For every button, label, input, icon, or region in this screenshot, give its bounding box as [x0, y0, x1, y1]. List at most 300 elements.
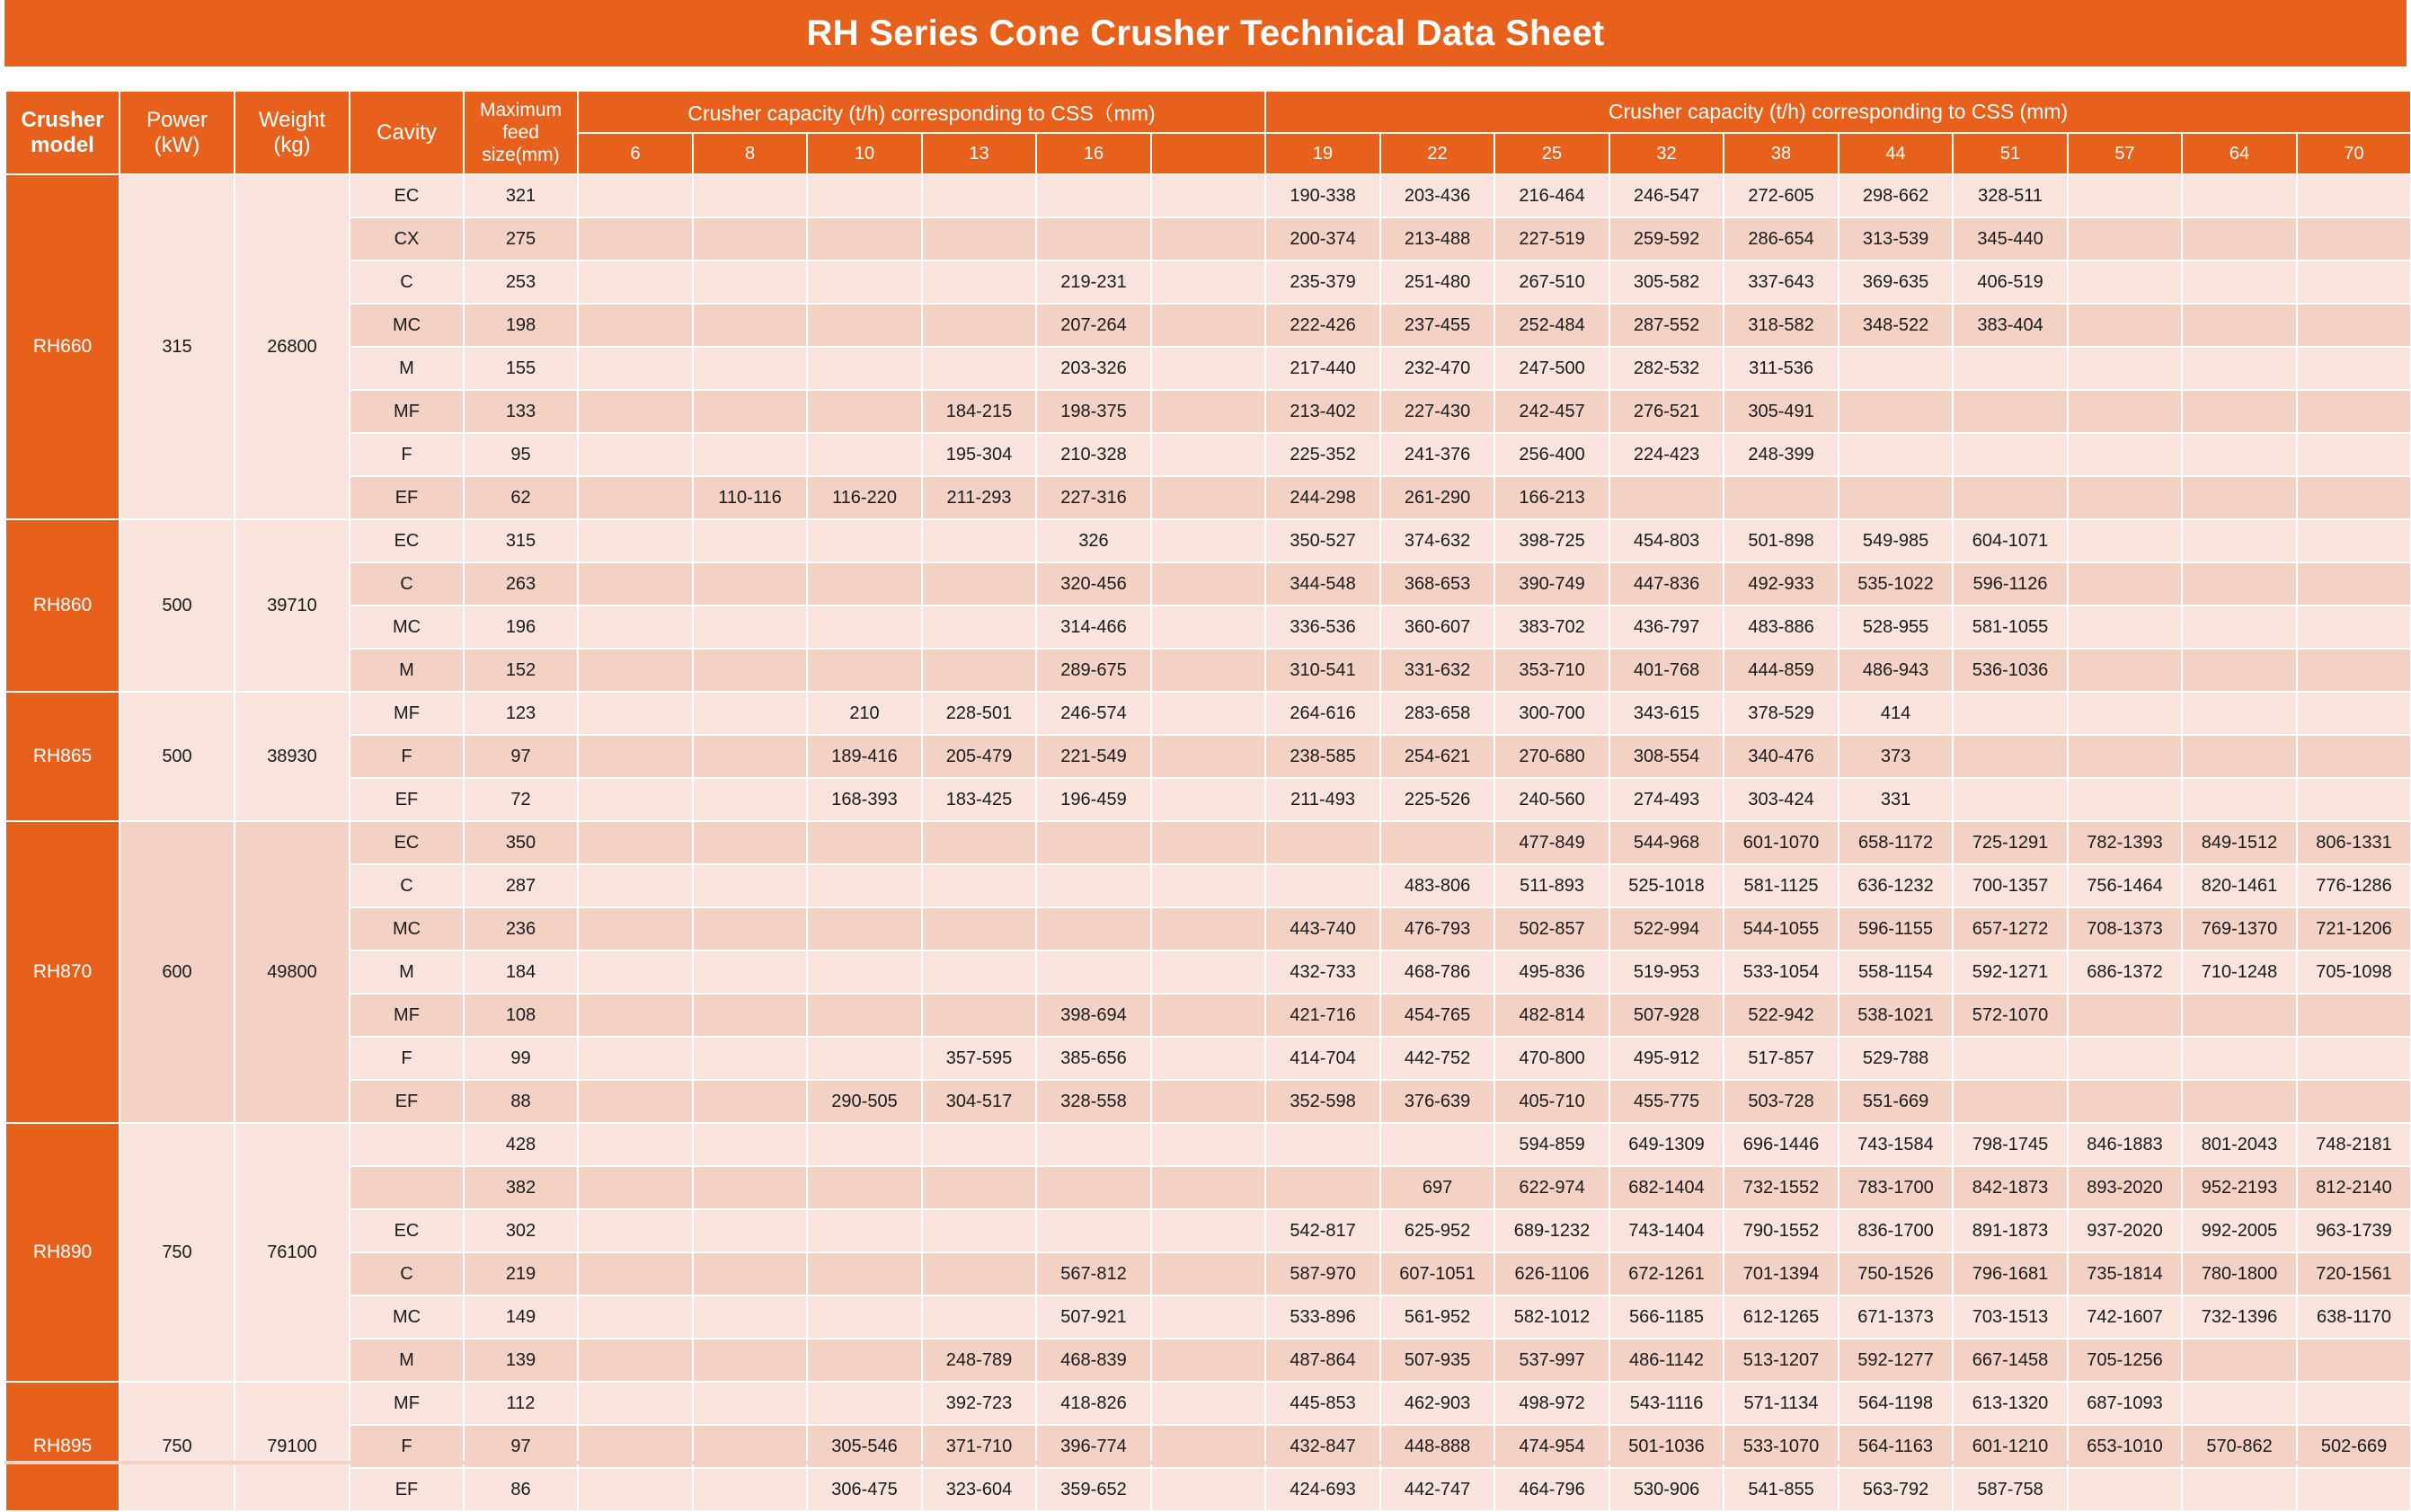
capacity-cell: [1036, 174, 1151, 217]
capacity-cell: 483-886: [1724, 606, 1839, 649]
capacity-cell: 842-1873: [1953, 1166, 2068, 1209]
capacity-cell: 454-803: [1609, 519, 1724, 562]
capacity-cell: [2297, 1382, 2411, 1425]
capacity-cell: 783-1700: [1839, 1166, 1953, 1209]
capacity-cell: 414: [1839, 692, 1953, 735]
capacity-cell: [1953, 1037, 2068, 1080]
capacity-cell: [922, 1123, 1036, 1166]
page-title: RH Series Cone Crusher Technical Data Sheet: [4, 0, 2407, 66]
feed-size-cell: 198: [464, 304, 578, 347]
capacity-cell: 345-440: [1953, 217, 2068, 261]
capacity-cell: 607-1051: [1380, 1252, 1494, 1295]
capacity-cell: 798-1745: [1953, 1123, 2068, 1166]
feed-size-cell: 72: [464, 778, 578, 821]
cavity-cell: MF: [350, 390, 464, 433]
capacity-cell: 373: [1839, 735, 1953, 778]
capacity-cell: [807, 304, 922, 347]
capacity-cell: [1265, 821, 1380, 864]
table-row: [5, 1382, 2411, 1425]
capacity-cell: 743-1584: [1839, 1123, 1953, 1166]
capacity-cell: [578, 1080, 693, 1123]
cavity-cell: F: [350, 735, 464, 778]
feed-size-cell: 321: [464, 174, 578, 217]
capacity-cell: [807, 174, 922, 217]
capacity-cell: 564-1163: [1839, 1425, 1953, 1468]
model-weight: 79100: [235, 1382, 350, 1511]
table-row: [5, 476, 2411, 519]
capacity-cell: 398-725: [1494, 519, 1609, 562]
capacity-cell: 227-430: [1380, 390, 1494, 433]
capacity-cell: [578, 649, 693, 692]
capacity-cell: 241-376: [1380, 433, 1494, 476]
capacity-cell: 732-1552: [1724, 1166, 1839, 1209]
capacity-cell: 305-491: [1724, 390, 1839, 433]
capacity-cell: [807, 1382, 922, 1425]
capacity-cell: [2182, 1382, 2297, 1425]
capacity-cell: [1151, 864, 1265, 907]
feed-size-cell: 112: [464, 1382, 578, 1425]
capacity-cell: 298-662: [1839, 174, 1953, 217]
capacity-cell: 725-1291: [1953, 821, 2068, 864]
capacity-cell: 203-436: [1380, 174, 1494, 217]
capacity-cell: 216-464: [1494, 174, 1609, 217]
cavity-cell: M: [350, 951, 464, 994]
capacity-cell: 421-716: [1265, 994, 1380, 1037]
capacity-cell: 501-1036: [1609, 1425, 1724, 1468]
capacity-cell: 502-669: [2297, 1425, 2411, 1468]
capacity-cell: 337-643: [1724, 261, 1839, 304]
capacity-cell: 501-898: [1724, 519, 1839, 562]
capacity-cell: [1151, 174, 1265, 217]
capacity-cell: 443-740: [1265, 907, 1380, 951]
cavity-cell: F: [350, 1425, 464, 1468]
capacity-cell: 587-758: [1953, 1468, 2068, 1511]
capacity-cell: [693, 433, 807, 476]
capacity-cell: 235-379: [1265, 261, 1380, 304]
capacity-cell: [1151, 1295, 1265, 1339]
table-row: [5, 1209, 2411, 1252]
feed-size-cell: 97: [464, 735, 578, 778]
feed-size-cell: 382: [464, 1166, 578, 1209]
capacity-cell: [922, 606, 1036, 649]
capacity-cell: [1036, 951, 1151, 994]
capacity-cell: 806-1331: [2297, 821, 2411, 864]
capacity-cell: 468-839: [1036, 1339, 1151, 1382]
capacity-cell: 259-592: [1609, 217, 1724, 261]
capacity-cell: [1036, 821, 1151, 864]
capacity-cell: [1036, 1166, 1151, 1209]
capacity-cell: [578, 1382, 693, 1425]
capacity-cell: [1151, 951, 1265, 994]
capacity-cell: [2068, 476, 2182, 519]
capacity-cell: 232-470: [1380, 347, 1494, 390]
capacity-cell: [693, 304, 807, 347]
capacity-cell: [1036, 217, 1151, 261]
capacity-cell: [578, 1252, 693, 1295]
capacity-cell: 454-765: [1380, 994, 1494, 1037]
capacity-cell: 487-864: [1265, 1339, 1380, 1382]
capacity-cell: [1036, 864, 1151, 907]
model-power: 500: [120, 692, 235, 821]
capacity-cell: 310-541: [1265, 649, 1380, 692]
capacity-cell: [2182, 562, 2297, 606]
capacity-cell: 470-800: [1494, 1037, 1609, 1080]
capacity-cell: 353-710: [1494, 649, 1609, 692]
capacity-cell: 533-1054: [1724, 951, 1839, 994]
table-row: [5, 433, 2411, 476]
capacity-cell: 289-675: [1036, 649, 1151, 692]
capacity-cell: 528-955: [1839, 606, 1953, 649]
capacity-cell: 701-1394: [1724, 1252, 1839, 1295]
capacity-cell: [2068, 347, 2182, 390]
capacity-cell: [578, 304, 693, 347]
capacity-cell: 213-402: [1265, 390, 1380, 433]
capacity-cell: [1953, 692, 2068, 735]
capacity-cell: [807, 390, 922, 433]
capacity-cell: 444-859: [1724, 649, 1839, 692]
capacity-cell: [1953, 778, 2068, 821]
capacity-cell: [922, 951, 1036, 994]
feed-size-cell: 139: [464, 1339, 578, 1382]
capacity-cell: [1151, 304, 1265, 347]
capacity-cell: 769-1370: [2182, 907, 2297, 951]
capacity-cell: 256-400: [1494, 433, 1609, 476]
table-row: [5, 390, 2411, 433]
cavity-cell: MF: [350, 692, 464, 735]
capacity-cell: 671-1373: [1839, 1295, 1953, 1339]
capacity-cell: [1151, 1080, 1265, 1123]
capacity-cell: 571-1134: [1724, 1382, 1839, 1425]
capacity-cell: 756-1464: [2068, 864, 2182, 907]
model-power: 600: [120, 821, 235, 1123]
table-row: [5, 1252, 2411, 1295]
capacity-cell: [2068, 519, 2182, 562]
capacity-cell: 213-488: [1380, 217, 1494, 261]
capacity-cell: 116-220: [807, 476, 922, 519]
capacity-cell: 274-493: [1609, 778, 1724, 821]
capacity-cell: 168-393: [807, 778, 922, 821]
capacity-cell: 533-896: [1265, 1295, 1380, 1339]
capacity-cell: [922, 1252, 1036, 1295]
cavity-cell: EF: [350, 1080, 464, 1123]
capacity-cell: 448-888: [1380, 1425, 1494, 1468]
capacity-cell: [1151, 692, 1265, 735]
capacity-cell: 368-653: [1380, 562, 1494, 606]
capacity-cell: [922, 1209, 1036, 1252]
capacity-cell: 511-893: [1494, 864, 1609, 907]
cavity-cell: EF: [350, 778, 464, 821]
capacity-cell: 240-560: [1494, 778, 1609, 821]
capacity-cell: 304-517: [922, 1080, 1036, 1123]
capacity-cell: 563-792: [1839, 1468, 1953, 1511]
capacity-cell: [1151, 1468, 1265, 1511]
feed-size-cell: 236: [464, 907, 578, 951]
capacity-cell: [2297, 649, 2411, 692]
table-row: [5, 174, 2411, 217]
capacity-cell: 406-519: [1953, 261, 2068, 304]
capacity-cell: 735-1814: [2068, 1252, 2182, 1295]
capacity-cell: 732-1396: [2182, 1295, 2297, 1339]
capacity-cell: 495-836: [1494, 951, 1609, 994]
capacity-cell: [2297, 390, 2411, 433]
feed-size-cell: 287: [464, 864, 578, 907]
table-row: [5, 519, 2411, 562]
feed-size-cell: 263: [464, 562, 578, 606]
header-crusher-model: Crusher model: [5, 91, 120, 174]
capacity-cell: [693, 692, 807, 735]
capacity-cell: [578, 606, 693, 649]
css-header-cell: 70: [2297, 133, 2411, 174]
cavity-cell: MC: [350, 606, 464, 649]
cavity-cell: C: [350, 864, 464, 907]
table-row: [5, 1080, 2411, 1123]
capacity-cell: [2297, 994, 2411, 1037]
capacity-cell: [922, 562, 1036, 606]
capacity-cell: 357-595: [922, 1037, 1036, 1080]
header-capacity-group-right: Crusher capacity (t/h) corresponding to CSS (mm): [1265, 91, 2411, 133]
capacity-cell: [807, 261, 922, 304]
capacity-cell: 572-1070: [1953, 994, 2068, 1037]
capacity-cell: 538-1021: [1839, 994, 1953, 1037]
cavity-cell: M: [350, 347, 464, 390]
capacity-cell: 432-847: [1265, 1425, 1380, 1468]
capacity-cell: 445-853: [1265, 1382, 1380, 1425]
capacity-cell: 183-425: [922, 778, 1036, 821]
capacity-cell: [807, 994, 922, 1037]
capacity-cell: [1151, 217, 1265, 261]
capacity-cell: [693, 907, 807, 951]
capacity-cell: [807, 821, 922, 864]
capacity-cell: [693, 1339, 807, 1382]
capacity-cell: [2068, 778, 2182, 821]
capacity-cell: [2182, 476, 2297, 519]
capacity-cell: 252-484: [1494, 304, 1609, 347]
table-row: [5, 347, 2411, 390]
capacity-cell: 344-548: [1265, 562, 1380, 606]
capacity-cell: 211-493: [1265, 778, 1380, 821]
feed-size-cell: 86: [464, 1468, 578, 1511]
css-header-cell: 6: [578, 133, 693, 174]
capacity-cell: [2068, 735, 2182, 778]
capacity-cell: 682-1404: [1609, 1166, 1724, 1209]
capacity-cell: [1151, 261, 1265, 304]
capacity-cell: 237-455: [1380, 304, 1494, 347]
capacity-cell: [2297, 692, 2411, 735]
capacity-cell: [2297, 519, 2411, 562]
capacity-cell: [922, 304, 1036, 347]
feed-size-cell: 428: [464, 1123, 578, 1166]
cavity-cell: C: [350, 1252, 464, 1295]
capacity-cell: 464-796: [1494, 1468, 1609, 1511]
capacity-cell: 544-968: [1609, 821, 1724, 864]
capacity-cell: 383-404: [1953, 304, 2068, 347]
capacity-cell: 780-1800: [2182, 1252, 2297, 1295]
capacity-cell: [1151, 390, 1265, 433]
cavity-cell: [350, 1123, 464, 1166]
capacity-cell: [693, 174, 807, 217]
capacity-cell: [693, 1382, 807, 1425]
capacity-cell: [807, 433, 922, 476]
capacity-cell: 638-1170: [2297, 1295, 2411, 1339]
feed-size-cell: 219: [464, 1252, 578, 1295]
capacity-cell: [922, 864, 1036, 907]
capacity-cell: 613-1320: [1953, 1382, 2068, 1425]
table-body: [5, 174, 2411, 1511]
capacity-cell: [2182, 390, 2297, 433]
capacity-cell: 203-326: [1036, 347, 1151, 390]
capacity-cell: 336-536: [1265, 606, 1380, 649]
css-header-cell: 22: [1380, 133, 1494, 174]
capacity-cell: 507-928: [1609, 994, 1724, 1037]
capacity-cell: [578, 1468, 693, 1511]
capacity-cell: 455-775: [1609, 1080, 1724, 1123]
cavity-cell: F: [350, 433, 464, 476]
capacity-cell: 418-826: [1036, 1382, 1151, 1425]
capacity-cell: 742-1607: [2068, 1295, 2182, 1339]
feed-size-cell: 149: [464, 1295, 578, 1339]
feed-size-cell: 123: [464, 692, 578, 735]
capacity-cell: 596-1126: [1953, 562, 2068, 606]
capacity-cell: 221-549: [1036, 735, 1151, 778]
capacity-cell: [807, 1037, 922, 1080]
css-header-cell: 64: [2182, 133, 2297, 174]
capacity-cell: [1151, 606, 1265, 649]
capacity-cell: [2182, 217, 2297, 261]
capacity-cell: [807, 606, 922, 649]
capacity-cell: [1151, 1339, 1265, 1382]
capacity-cell: 672-1261: [1609, 1252, 1724, 1295]
capacity-cell: 587-970: [1265, 1252, 1380, 1295]
capacity-cell: [922, 907, 1036, 951]
capacity-cell: [807, 864, 922, 907]
capacity-cell: 242-457: [1494, 390, 1609, 433]
capacity-cell: 801-2043: [2182, 1123, 2297, 1166]
capacity-cell: 378-529: [1724, 692, 1839, 735]
capacity-cell: 992-2005: [2182, 1209, 2297, 1252]
capacity-cell: [2068, 174, 2182, 217]
capacity-cell: [2068, 261, 2182, 304]
capacity-cell: [693, 951, 807, 994]
capacity-cell: 517-857: [1724, 1037, 1839, 1080]
capacity-cell: 320-456: [1036, 562, 1151, 606]
capacity-cell: 536-1036: [1953, 649, 2068, 692]
capacity-cell: [578, 864, 693, 907]
capacity-cell: 254-621: [1380, 735, 1494, 778]
capacity-cell: [1036, 1123, 1151, 1166]
capacity-cell: [1953, 433, 2068, 476]
capacity-cell: 371-710: [922, 1425, 1036, 1468]
capacity-cell: 567-812: [1036, 1252, 1151, 1295]
capacity-cell: 442-752: [1380, 1037, 1494, 1080]
capacity-cell: 502-857: [1494, 907, 1609, 951]
table-row: [5, 864, 2411, 907]
capacity-cell: [1953, 476, 2068, 519]
capacity-cell: [2068, 562, 2182, 606]
capacity-cell: 474-954: [1494, 1425, 1609, 1468]
capacity-cell: [2182, 1468, 2297, 1511]
css-header-cell: 32: [1609, 133, 1724, 174]
capacity-cell: [1151, 778, 1265, 821]
capacity-cell: 318-582: [1724, 304, 1839, 347]
capacity-cell: 369-635: [1839, 261, 1953, 304]
capacity-cell: 535-1022: [1839, 562, 1953, 606]
capacity-cell: [922, 994, 1036, 1037]
capacity-cell: 507-921: [1036, 1295, 1151, 1339]
capacity-cell: [693, 606, 807, 649]
capacity-cell: 612-1265: [1724, 1295, 1839, 1339]
css-header-cell: 19: [1265, 133, 1380, 174]
capacity-cell: 530-906: [1609, 1468, 1724, 1511]
capacity-cell: 326: [1036, 519, 1151, 562]
capacity-cell: [1151, 735, 1265, 778]
capacity-cell: 390-749: [1494, 562, 1609, 606]
capacity-cell: 398-694: [1036, 994, 1151, 1037]
table-row: [5, 1339, 2411, 1382]
capacity-cell: 790-1552: [1724, 1209, 1839, 1252]
capacity-cell: 636-1232: [1839, 864, 1953, 907]
capacity-cell: [693, 821, 807, 864]
capacity-cell: 305-546: [807, 1425, 922, 1468]
header-max-feed-size: Maximum feed size(mm): [464, 91, 578, 174]
css-header-cell: [1151, 133, 1265, 174]
capacity-cell: [922, 347, 1036, 390]
capacity-cell: [578, 1339, 693, 1382]
capacity-cell: 667-1458: [1953, 1339, 2068, 1382]
capacity-cell: 495-912: [1609, 1037, 1724, 1080]
capacity-cell: [693, 1123, 807, 1166]
capacity-cell: 519-953: [1609, 951, 1724, 994]
capacity-cell: [1839, 476, 1953, 519]
capacity-cell: 703-1513: [1953, 1295, 2068, 1339]
feed-size-cell: 62: [464, 476, 578, 519]
capacity-cell: 625-952: [1380, 1209, 1494, 1252]
capacity-cell: 486-943: [1839, 649, 1953, 692]
table-row: [5, 606, 2411, 649]
model-weight: 76100: [235, 1123, 350, 1382]
table-row: [5, 217, 2411, 261]
table-row: [5, 1295, 2411, 1339]
table-row: [5, 1166, 2411, 1209]
capacity-cell: [578, 1037, 693, 1080]
capacity-cell: 225-526: [1380, 778, 1494, 821]
header-cavity: Cavity: [350, 91, 464, 174]
css-header-cell: 38: [1724, 133, 1839, 174]
capacity-cell: [693, 864, 807, 907]
capacity-cell: 570-862: [2182, 1425, 2297, 1468]
capacity-cell: 594-859: [1494, 1123, 1609, 1166]
capacity-cell: 468-786: [1380, 951, 1494, 994]
capacity-cell: [693, 994, 807, 1037]
capacity-cell: 217-440: [1265, 347, 1380, 390]
capacity-cell: 601-1070: [1724, 821, 1839, 864]
table-row: [5, 1468, 2411, 1511]
capacity-cell: 721-1206: [2297, 907, 2411, 951]
capacity-cell: 937-2020: [2068, 1209, 2182, 1252]
capacity-cell: 207-264: [1036, 304, 1151, 347]
feed-size-cell: 133: [464, 390, 578, 433]
capacity-cell: 359-652: [1036, 1468, 1151, 1511]
capacity-cell: [1151, 821, 1265, 864]
table-row: [5, 951, 2411, 994]
capacity-cell: 276-521: [1609, 390, 1724, 433]
capacity-cell: 477-849: [1494, 821, 1609, 864]
capacity-cell: [578, 217, 693, 261]
capacity-cell: 592-1277: [1839, 1339, 1953, 1382]
capacity-cell: [1151, 994, 1265, 1037]
capacity-cell: 198-375: [1036, 390, 1151, 433]
capacity-cell: [922, 261, 1036, 304]
capacity-cell: 686-1372: [2068, 951, 2182, 994]
